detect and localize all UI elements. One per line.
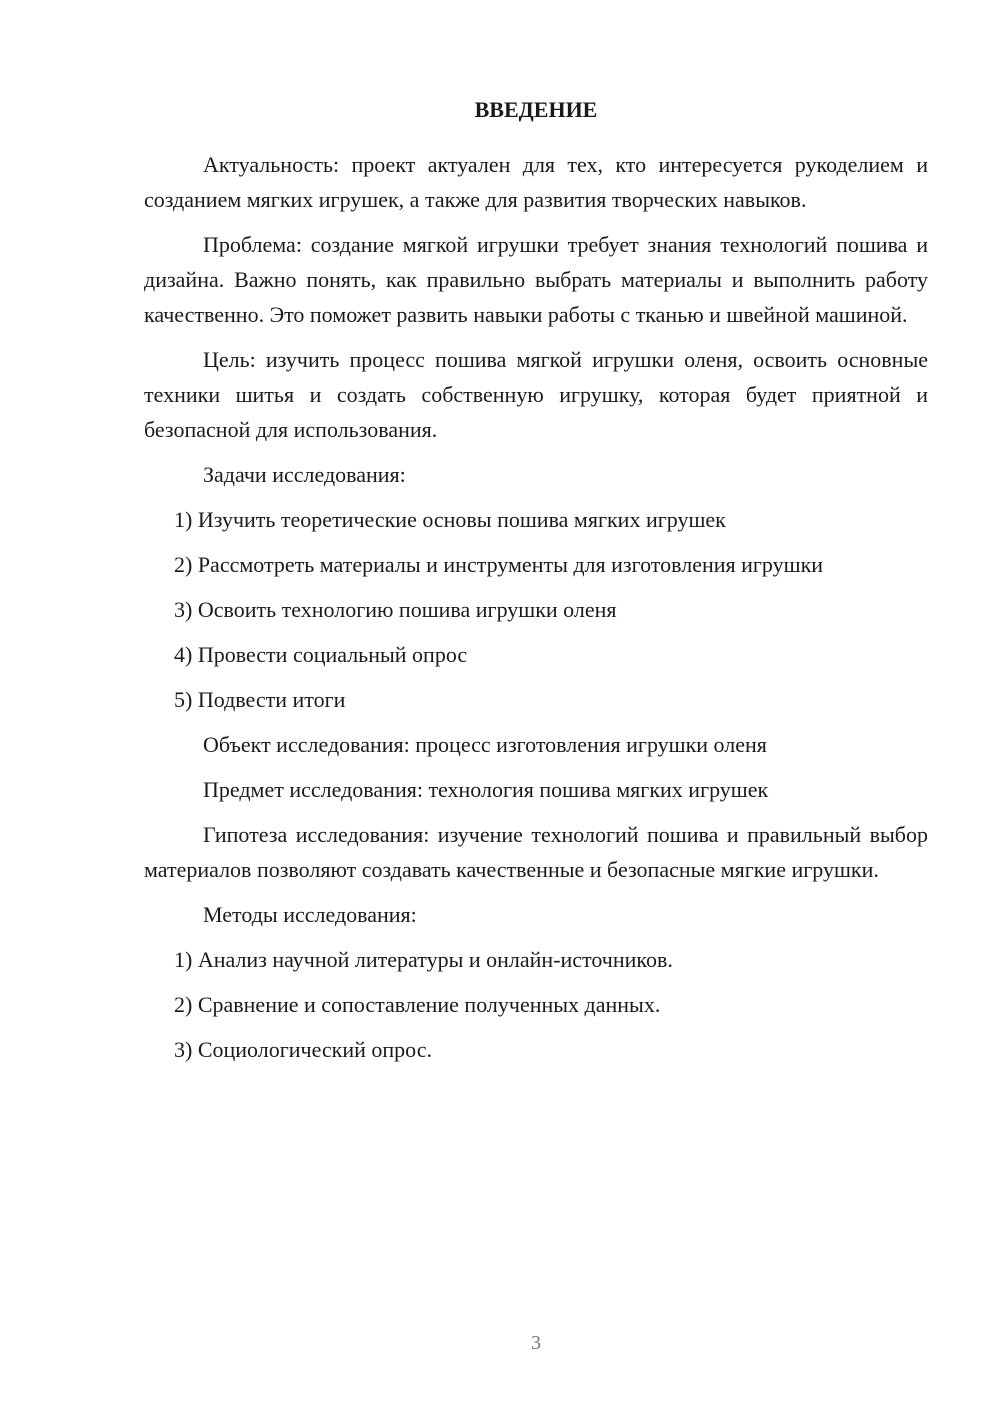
method-item: 2) Сравнение и сопоставление полученных данных. xyxy=(174,992,661,1017)
research-subject: Предмет исследования: технология пошива мягких игрушек xyxy=(203,777,769,802)
document-body xyxy=(144,92,928,1077)
method-item: 3) Социологический опрос. xyxy=(174,1037,432,1062)
task-item: 3) Освоить технологию пошива игрушки оленя xyxy=(174,597,617,622)
page-number: 3 xyxy=(531,1332,541,1354)
relevance-paragraph: Актуальность: проект актуален для тех, кто интересуется рукоделием и созданием мягких игрушек, а также для развития творческих навыков. xyxy=(144,152,928,212)
task-item: 1) Изучить теоретические основы пошива мягких игрушек xyxy=(174,507,726,532)
section-title: ВВЕДЕНИЕ xyxy=(474,97,598,122)
methods-heading: Методы исследования: xyxy=(203,902,417,927)
hypothesis-paragraph: Гипотеза исследования: изучение технологий пошива и правильный выбор материалов позволяют создавать качественные и безопасные мягкие игрушки. xyxy=(144,822,928,882)
task-item: 4) Провести социальный опрос xyxy=(174,642,468,667)
method-item: 1) Анализ научной литературы и онлайн-источников. xyxy=(174,947,673,972)
goal-paragraph: Цель: изучить процесс пошива мягкой игрушки оленя, освоить основные техники шитья и создать собственную игрушку, которая будет приятной и безопасной для использования. xyxy=(144,347,928,442)
problem-paragraph: Проблема: создание мягкой игрушки требует знания технологий пошива и дизайна. Важно понять, как правильно выбрать материалы и выполнить работу качественно. Это поможет развить навыки работы с тканью и швейной машиной. xyxy=(144,232,928,327)
tasks-heading: Задачи исследования: xyxy=(203,462,406,487)
task-item: 2) Рассмотреть материалы и инструменты для изготовления игрушки xyxy=(174,552,824,577)
task-item: 5) Подвести итоги xyxy=(174,687,346,712)
research-object: Объект исследования: процесс изготовления игрушки оленя xyxy=(203,732,767,757)
